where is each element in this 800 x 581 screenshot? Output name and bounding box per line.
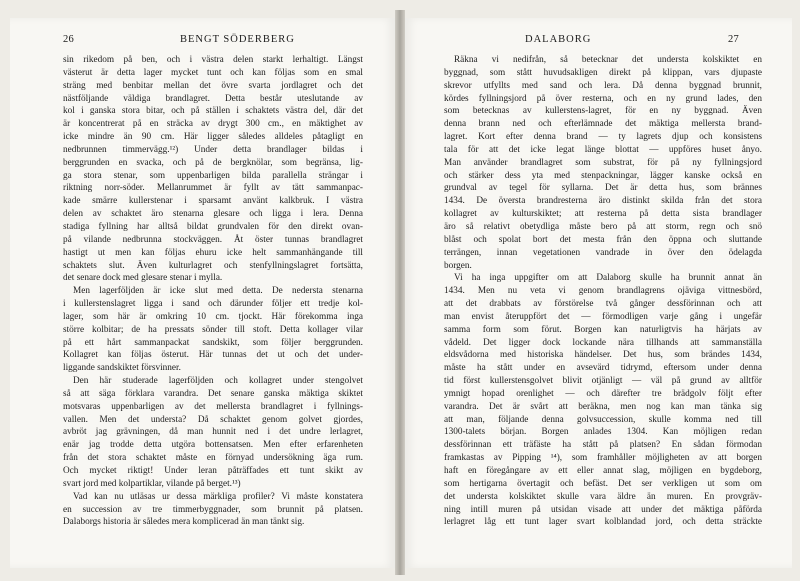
text-line: äro så relativt obetydliga måste bero på att storm, regn och snö <box>444 221 762 232</box>
text-line: motsvaras uppenbarligen av det mellersta brandlagret i fyllnings- <box>63 401 363 412</box>
text-line: 1300-talets början. Borgen anlades 1304. Kan möjligen redan <box>444 427 762 438</box>
text-line: kördes fyllningsjord på över resterna, och en ny grund lades, den <box>444 93 762 104</box>
text-line: riktning norr-söder. Mellanrummet är fyllt av tätt sammanpac- <box>63 183 363 194</box>
text-line: skrevor utfyllts med sand och lera. Då denna byggnad brunnit, <box>444 80 762 91</box>
text-line: enär jag trodde detta utgöra bottensatsen. Men efter erfarenheten <box>63 440 363 451</box>
text-line: haft en föregångare av ett eller annat slag, möjligen en bygdeborg, <box>444 466 762 476</box>
text-line: stadiga fyllning har alltså bildat grundvalen för den direkt ovan- <box>63 221 363 232</box>
right-page <box>405 18 792 568</box>
text-line: Vi ha inga uppgifter om att Dalaborg skulle ha brunnit annat än <box>454 273 762 284</box>
text-line: delen av schaktet äro stenarna glesare och ligga i lera. Denna <box>63 209 363 220</box>
text-line: och stärker dess yta med stenpackningar, lägger kanske också en <box>444 170 762 181</box>
text-line: Vad kan nu utläsas ur dessa märkliga profiler? Vi måste konstatera <box>73 491 363 502</box>
text-line: sin rikedom på ben, och i västra delen starkt lerhaltigt. Längst <box>63 55 363 65</box>
text-line: liggande sandskiktet försvinner. <box>63 363 181 374</box>
text-line: lerlagret låg ett tunt lager svart kolblandad jord, och detta sträckte <box>444 517 762 528</box>
text-line: samma form som förut. Borgen kan naturligtvis ha härjats av <box>444 324 762 335</box>
text-line: dessförinnan ett träfäste ha stått på platsen? En sådan förmodan <box>444 440 762 451</box>
text-line: terrängen, innan vegetationen vandrade in över den ödelagda <box>444 247 762 258</box>
book-gutter <box>395 10 405 575</box>
text-line: som betecknas av kullerstens-lagret, för en ny byggnad. Även <box>444 106 762 117</box>
text-line: borgen. <box>444 260 472 271</box>
text-line: så att säga förklara varandra. Det senare ganska mäktiga skiktet <box>63 388 363 399</box>
text-line: vallen. Men det understa? Då schaktet genom golvet gjordes, <box>63 414 363 425</box>
text-line: ning intill muren på utsidan visade att under det mäktiga påförda <box>444 504 762 515</box>
text-line: tid först kullerstensgolvet blivit otjänligt — väl på grund av alltför <box>444 376 762 387</box>
text-line: berggrunden en svacka, och på de bergknölar, som begränsa, lig- <box>63 157 363 168</box>
text-line: schaktets slut. Även kulturlagret och stenfyllningslagret fortsätta, <box>63 260 363 271</box>
text-line: icke mindre än 90 cm. Här ligger således alldeles påtagligt en <box>63 132 363 143</box>
page-number: 26 <box>63 34 75 45</box>
text-line: nästföljande väldiga brandlagret. Detta består uteslutande av <box>63 93 363 104</box>
text-line: Men lagerföljden är icke slut med detta. De nedersta stenarna <box>73 286 363 297</box>
page-number: 27 <box>728 34 740 45</box>
text-line: 1434. De översta brandresterna äro distinkt skilda från det stora <box>444 196 762 207</box>
text-line: måste ha stått under en avsevärd tidrymd, eftersom under denna <box>444 363 762 374</box>
text-line: Den här studerade lagerföljden och kollagret under stengolvet <box>73 376 363 387</box>
body-text <box>444 54 762 529</box>
text-line: man envist återuppfört det — förmodligen varje gång i ungefär <box>444 311 762 322</box>
text-line: ga stora stenar, som uppenbarligen bilda parallella strängar i <box>63 170 363 181</box>
text-line: det senare dock med glesare stenar i mylla. <box>63 273 223 284</box>
text-line: hastigt ut men kan följas ehuru icke helt sammanhängande till <box>63 247 363 258</box>
text-line: vådeld. Det ligger dock lockande nära tillhands att sammanställa <box>444 337 762 348</box>
text-line: att det drabbats av förstörelse två gånger dessförinnan och att <box>444 299 762 310</box>
text-line: avbröt jag grävningen, då man hunnit ned i det undre lerlagret, <box>63 427 363 438</box>
text-line: att man, följande denna golvsuccession, skulle komma ned till <box>444 414 762 425</box>
text-line: Och mycket riktigt! Under leran påträffades ett tunt skikt av <box>63 466 363 476</box>
text-line: varandra. Det är svårt att beräkna, men nog kan man tänka sig <box>444 401 762 412</box>
text-line: kol i ganska stora bitar, och på ställen i schaktets västra del, där det <box>63 106 363 117</box>
text-line: från det stora schaktet måste en förnyad undersökning äga rum. <box>63 453 363 464</box>
text-line: kollagret av kulturskiktet; att resterna på detta sista brandlager <box>444 209 762 220</box>
text-line: Man använder brandlagret som substrat, för på ny fyllningsjord <box>444 157 762 168</box>
text-line: på vilande nedbrunna stockväggen. Åt öster tunnas brandlagret <box>63 234 363 245</box>
text-line: framkastas av Pipping ¹⁴), som framhåller möjligheten av att borgen <box>444 453 762 464</box>
text-line: eldsvådorna med historiska händelser. Det hus, som brändes 1434, <box>444 350 762 361</box>
text-line: sträng med benbitar mellan det övre svarta jordlagret och det <box>63 80 363 91</box>
text-line: ymnigt hopad orenlighet — och därefter tre brädgolv följt efter <box>444 388 762 399</box>
text-line: Räkna vi nedifrån, så betecknar det understa kolskiktet en <box>454 55 762 65</box>
text-line: det understa kolskiktet skulle vara äldre än muren. En provgräv- <box>444 491 762 502</box>
text-line: Kollagret kan följas österut. Här tunnas det ut och det under- <box>63 350 363 361</box>
text-line: denna brann ned och efterlämnade det mäktiga mellersta brand- <box>444 119 762 130</box>
body-text <box>63 54 363 529</box>
text-line: nedbrunnen timmervägg.¹²) Under detta brandlager bildas i <box>63 144 363 155</box>
text-line: kade smärre kullerstenar i sparsamt använt kalkbruk. I västra <box>63 196 363 207</box>
left-page <box>10 18 395 568</box>
text-line: blåst och spolat bort det mesta från den öppna och sluttande <box>444 234 762 245</box>
text-line: 1434. Men nu veta vi genom brandlagrens ojäviga vittnesbörd, <box>444 286 762 297</box>
text-line: Dalaborgs historia är således mera komplicerad än man tänkt sig. <box>63 517 305 528</box>
running-head: DALABORG <box>525 34 592 45</box>
text-line: västerut är detta lager mycket tunt och kan följas som en smal <box>63 67 363 78</box>
text-line: är koncentrerat på en sträcka av drygt 300 cm., en mäktighet av <box>63 119 363 130</box>
running-head: BENGT SÖDERBERG <box>180 34 295 45</box>
text-line: lagret. Kort efter denna brand — ty lagrets djup och konsistens <box>444 132 762 143</box>
text-line: en succession av tre timmerbyggnader, som brunnit på platsen. <box>63 504 363 515</box>
text-line: grundval av tegel för syllarna. Det är detta hus, som brännes <box>444 183 762 194</box>
text-line: i kullerstenslagret ligga i sand och därunder följer ett tredje kol- <box>63 299 363 310</box>
text-line: byggnad, som stått huvudsakligen direkt på klippan, vars djupaste <box>444 67 762 78</box>
text-line: på ett hårt sammanpackat sandskikt, som följer berggrunden. <box>63 337 363 348</box>
text-line: som hertigarna övertagit och befäst. Det ser verkligen ut som om <box>444 478 762 489</box>
text-line: svart jord med kolpartiklar, vilande på berget.¹³) <box>63 478 241 489</box>
text-line: lager, som här är omkring 10 cm. tjockt. Här förekomma inga <box>63 311 363 322</box>
text-line: större kolbitar; de ha pressats sönder till stoft. Detta kollager vilar <box>63 324 363 335</box>
text-line: tala för att det icke legat länge blottat — uppföres huset ånyo. <box>444 144 762 155</box>
